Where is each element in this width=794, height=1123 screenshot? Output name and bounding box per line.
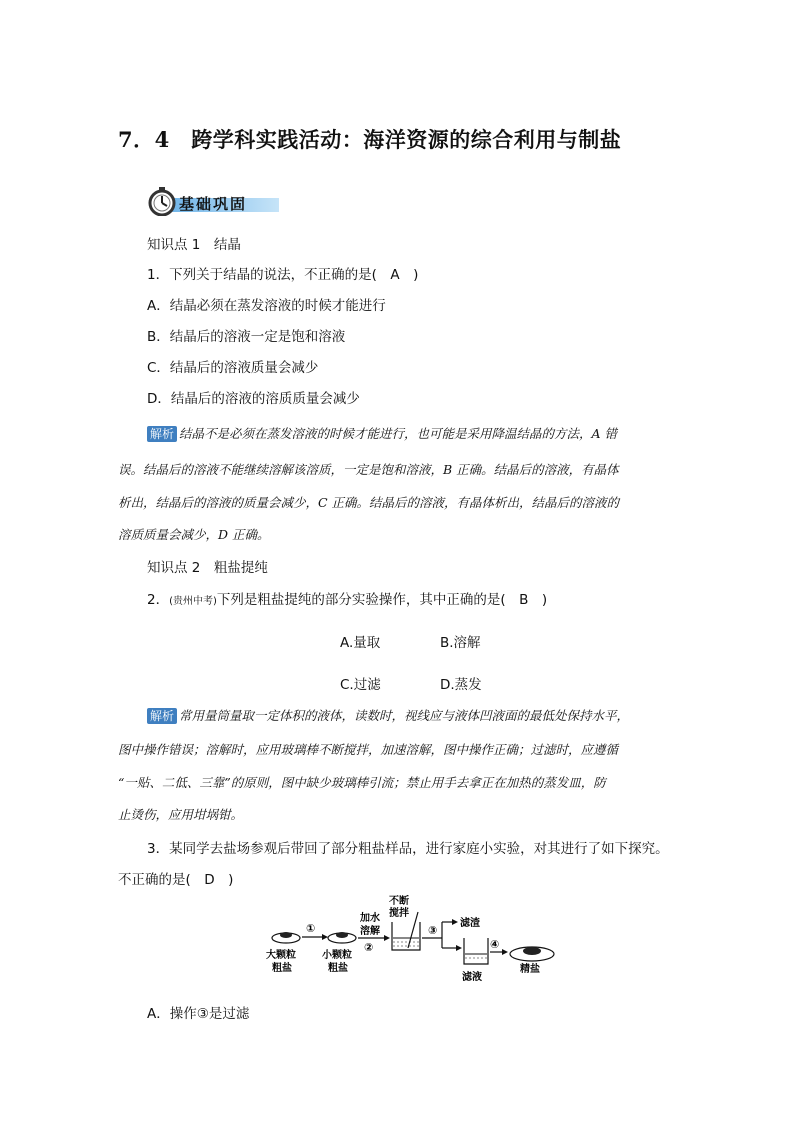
q2-analysis-line-3: “一贴、二低、三靠”的原则，图中缺少玻璃棒引流；禁止用手去拿正在加热的蒸发皿，防 <box>118 775 606 790</box>
label-small-grain-2: 粗盐 <box>328 963 348 974</box>
q1-analysis-line-3: 析出，结晶后的溶液的质量会减少，C 正确。结晶后的溶液，有晶体析出，结晶后的溶液的 <box>118 495 620 510</box>
filtrate-beaker-icon <box>464 938 488 964</box>
label-stir-1: 不断 <box>389 896 409 907</box>
q2-option-a: A.量取 <box>340 635 381 651</box>
label-stir-2: 搅拌 <box>389 908 409 919</box>
knowledge-point-2: 知识点 2 粗盐提纯 <box>147 560 268 576</box>
banner-label: 基础巩固 <box>179 195 248 213</box>
label-filtrate: 滤液 <box>462 972 482 983</box>
q1-analysis-line-4: 溶质质量会减少，D 正确。 <box>118 527 270 542</box>
q3-stem-line-2: 不正确的是( D ) <box>118 872 234 888</box>
q1-option-d: D．结晶后的溶液的溶质质量会减少 <box>147 391 360 407</box>
q1-analysis-line-2: 误。结晶后的溶液不能继续溶解该溶质，一定是饱和溶液，B 正确。结晶后的溶液，有晶体 <box>118 462 619 477</box>
page-title: 7．4 跨学科实践活动：海洋资源的综合利用与制盐 <box>118 127 622 152</box>
analysis-badge: 解析 <box>147 708 177 724</box>
salt-pile-icon <box>336 932 348 938</box>
step-1-label: ① <box>306 922 316 935</box>
q1-option-b: B．结晶后的溶液一定是饱和溶液 <box>147 329 346 345</box>
q1-stem: 1．下列关于结晶的说法，不正确的是( A ) <box>147 267 419 283</box>
label-residue: 滤渣 <box>460 918 480 929</box>
label-dissolve: 溶解 <box>360 926 380 937</box>
salt-pile-icon <box>280 932 292 938</box>
q2-option-b: B.溶解 <box>440 635 481 651</box>
q3-option-a: A．操作③是过滤 <box>147 1006 250 1022</box>
q2-option-d: D.蒸发 <box>440 677 482 693</box>
label-fine-salt: 精盐 <box>520 964 540 975</box>
label-big-grain-2: 粗盐 <box>272 963 292 974</box>
step-2-label: ② <box>364 941 374 954</box>
q2-analysis-line-4: 止烫伤，应用坩埚钳。 <box>118 807 244 822</box>
analysis-badge: 解析 <box>147 426 177 442</box>
stopwatch-icon <box>147 186 177 216</box>
section-banner <box>147 186 279 218</box>
q2-analysis-line-1: 解析 常用量筒量取一定体积的液体，读数时，视线应与液体凹液面的最低处保持水平， <box>147 706 629 724</box>
knowledge-point-1: 知识点 1 结晶 <box>147 237 241 253</box>
q2-analysis-line-2: 图中操作错误；溶解时，应用玻璃棒不断搅拌，加速溶解，图中操作正确；过滤时，应遵循 <box>118 742 619 757</box>
q2-option-c: C.过滤 <box>340 677 381 693</box>
q1-option-c: C．结晶后的溶液质量会减少 <box>147 360 319 376</box>
q1-analysis-line-1: 解析 结晶不是必须在蒸发溶液的时候才能进行，也可能是采用降温结晶的方法，A 错 <box>147 424 617 442</box>
q3-stem-line-1: 3．某同学去盐场参观后带回了部分粗盐样品，进行家庭小实验，对其进行了如下探究。 <box>147 841 669 857</box>
q2-stem: 2．(贵州中考)下列是粗盐提纯的部分实验操作，其中正确的是( B ) <box>147 592 548 608</box>
step-3-label: ③ <box>428 924 438 937</box>
label-big-grain: 大颗粒 <box>266 950 296 961</box>
q1-option-a: A．结晶必须在蒸发溶液的时候才能进行 <box>147 298 386 314</box>
label-small-grain: 小颗粒 <box>322 950 352 961</box>
step-4-label: ④ <box>490 938 500 951</box>
q2-source: (贵州中考) <box>169 596 217 607</box>
label-add-water: 加水 <box>360 913 380 924</box>
stirring-rod-icon <box>408 912 418 948</box>
salt-purification-diagram <box>262 892 562 992</box>
